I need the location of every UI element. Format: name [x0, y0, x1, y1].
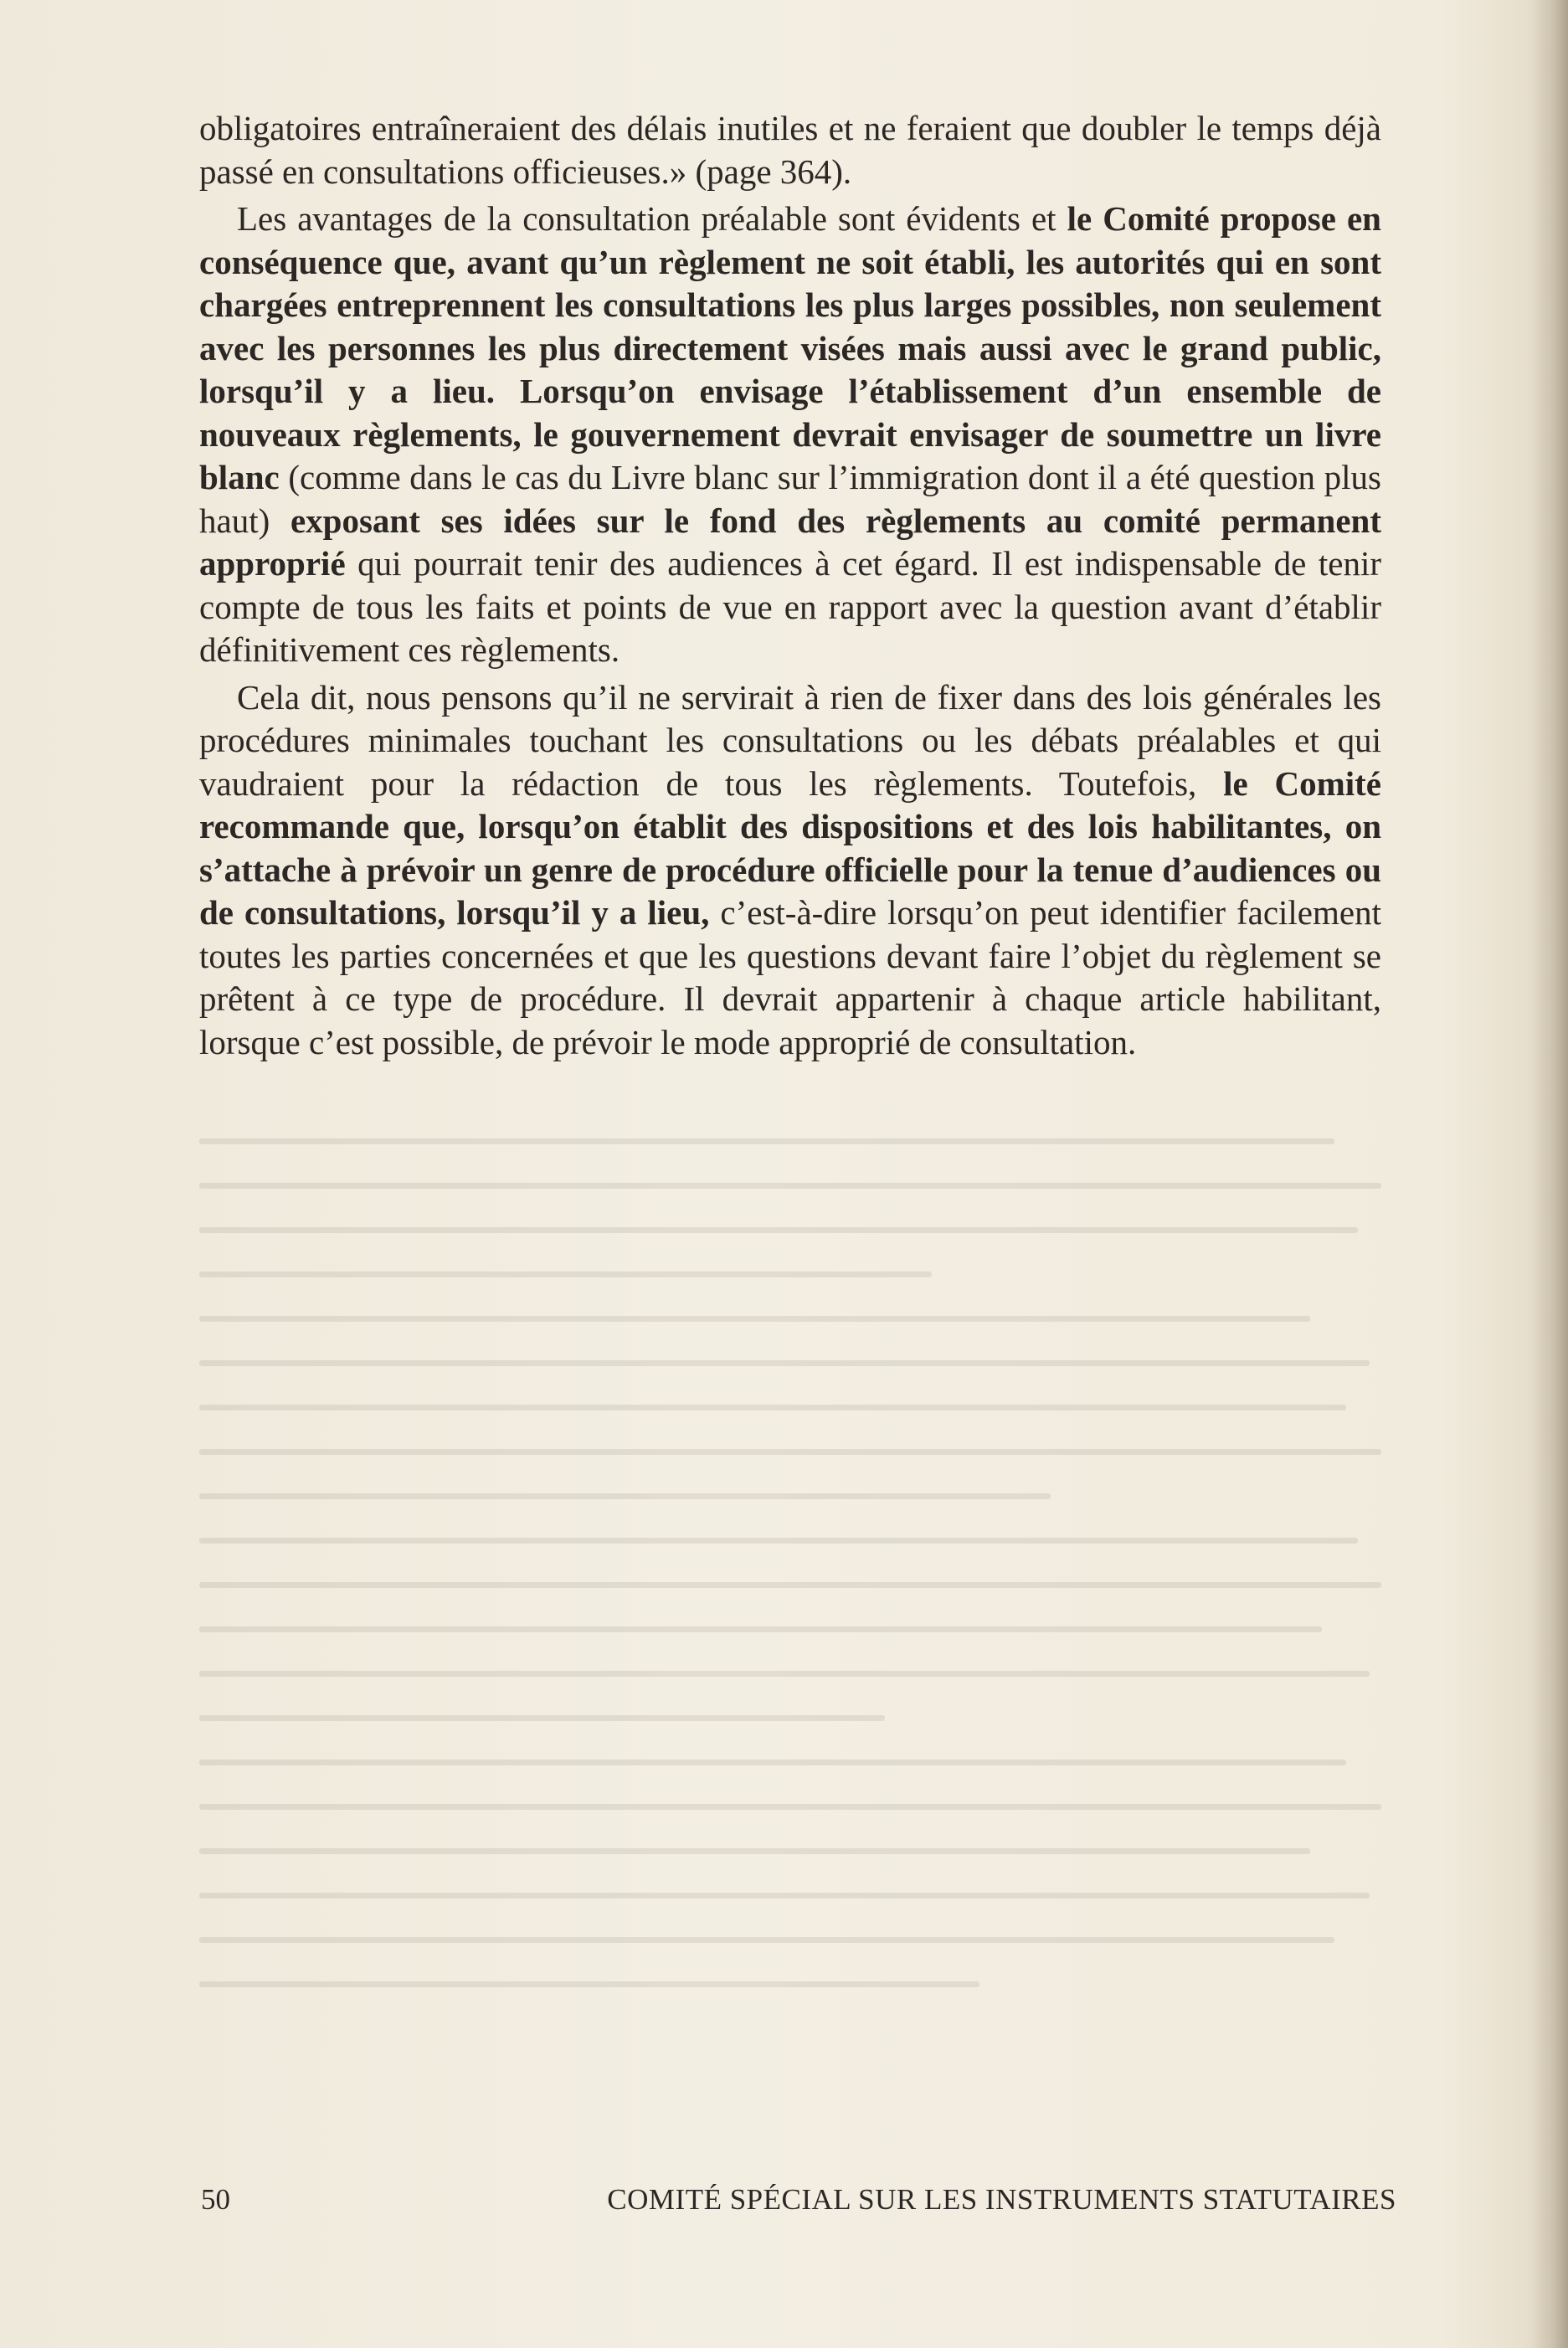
text-segment: Les avantages de la consultation préalable sont évidents et	[237, 199, 1067, 238]
bleed-through-line	[199, 1272, 932, 1277]
bold-text-segment: le Comité recommande que, lorsqu’on établit des dispositions et des lois habilitantes, on s’attache à prévoir un genre de procédure officielle pour la tenue d’audiences ou de consultations, lorsqu’il y a lieu,	[199, 763, 1381, 932]
bleed-through-line	[199, 1449, 1381, 1455]
bleed-through-line	[199, 1848, 1310, 1854]
bleed-through-line	[199, 1493, 1051, 1499]
bleed-through-line	[199, 1316, 1310, 1322]
body-text	[199, 107, 1381, 1064]
text-segment: Cela dit, nous pensons qu’il ne servirait à rien de fixer dans des lois générales les procédures minimales touchant les consultations ou les débats préalables et qui vaudraient pour la rédaction de tous les règlements. Toutefois,	[199, 677, 1381, 803]
page-footer	[201, 2183, 1396, 2225]
bleed-through-line	[199, 1405, 1346, 1410]
bleed-through-line	[199, 1671, 1370, 1677]
bold-text-segment: exposant ses idées sur le fond des règlements au comité permanent approprié	[199, 501, 1382, 583]
bleed-through-line	[199, 1804, 1381, 1810]
bleed-through-line	[199, 1760, 1346, 1765]
text-segment: c’est-à-dire lorsqu’on peut identifier facilement toutes les parties concernées et que les questions devant faire l’objet du règlement se prêtent à ce type de procédure. Il devrait appartenir à chaque article habilitant, lorsque c’est possible, de prévoir le mode approprié de consultation.	[199, 893, 1381, 1061]
bleed-through-line	[199, 1626, 1322, 1632]
text-segment: obligatoires entraîneraient des délais inutiles et ne feraient que doubler le temps déjà passé en consultations officieuses.» (page 364).	[199, 109, 1381, 191]
bleed-through-line	[199, 1227, 1358, 1233]
text-segment: (comme dans le cas du Livre blanc sur l’immigration dont il a été question plus haut)	[199, 458, 1381, 540]
page-number: 50	[201, 2183, 230, 2216]
paragraph-2	[199, 198, 1381, 672]
bleed-through-line	[199, 1715, 885, 1721]
bleed-through-line	[199, 1183, 1381, 1189]
bleed-through-line	[199, 1582, 1381, 1588]
bleed-through-line	[199, 1893, 1370, 1898]
bleed-through-line	[199, 1538, 1358, 1544]
text-segment: qui pourrait tenir des audiences à cet égard. Il est indispensable de tenir compte de tous les faits et points de vue en rapport avec la question avant d’établir définitivement ces règlements.	[199, 544, 1381, 669]
bleed-through-line	[199, 1360, 1370, 1366]
bleed-through-line	[199, 1937, 1334, 1943]
page-edge-shadow	[1531, 0, 1568, 2348]
paragraph-1	[199, 107, 1381, 193]
paragraph-3	[199, 676, 1381, 1065]
running-head: COMITÉ SPÉCIAL SUR LES INSTRUMENTS STATUTAIRES	[607, 2183, 1396, 2216]
bleed-through-line	[199, 1138, 1334, 1144]
bold-text-segment: le Comité propose en conséquence que, avant qu’un règlement ne soit établi, les autorités qui en sont chargées entreprennent les consultations les plus larges possibles, non seulement avec les personnes les plus directement visées mais aussi avec le grand public, lorsqu’il y a lieu. Lorsqu’on envisage l’établissement d’un ensemble de nouveaux règlements, le gouvernement devrait envisager de soumettre un livre blanc	[199, 199, 1381, 496]
bleed-through-line	[199, 1981, 979, 1987]
bleed-through-text	[199, 1138, 1381, 2126]
